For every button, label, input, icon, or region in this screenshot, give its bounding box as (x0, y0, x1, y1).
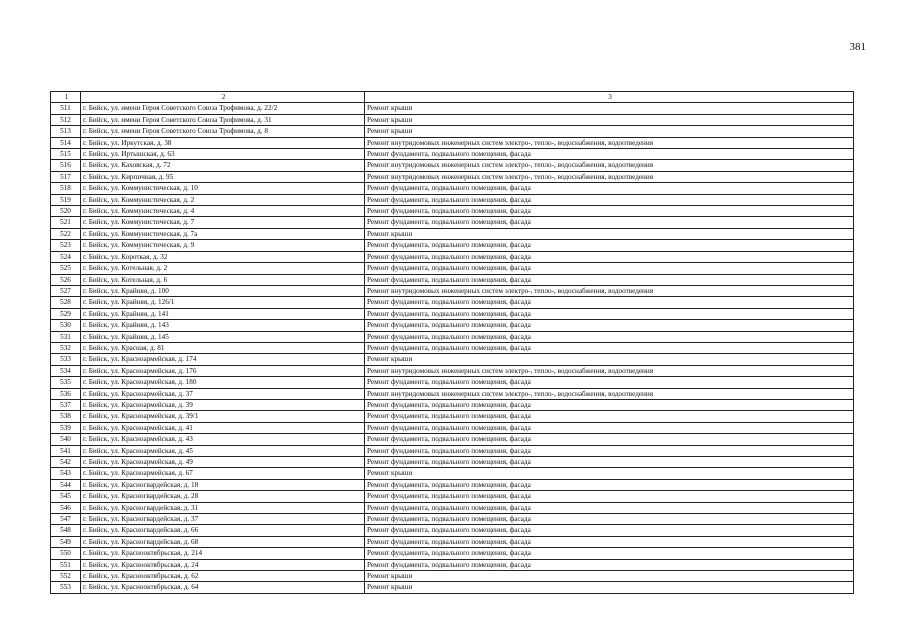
row-work-type: Ремонт крыши (365, 103, 854, 114)
row-address: г. Бийск, ул. Коммунистическая, д. 10 (81, 183, 365, 194)
row-number: 528 (51, 297, 81, 308)
row-work-type: Ремонт крыши (365, 126, 854, 137)
row-address: г. Бийск, ул. Красноармейская, д. 41 (81, 422, 365, 433)
row-number: 526 (51, 274, 81, 285)
row-work-type: Ремонт фундамента, подвального помещения, фасада (365, 240, 854, 251)
page-number: 381 (849, 41, 866, 53)
row-address: г. Бийск, ул. Краснооктябрьская, д. 214 (81, 548, 365, 559)
row-address: г. Бийск, ул. Коммунистическая, д. 2 (81, 194, 365, 205)
row-number: 521 (51, 217, 81, 228)
row-number: 551 (51, 559, 81, 570)
row-address: г. Бийск, ул. Котельная, д. 2 (81, 263, 365, 274)
row-work-type: Ремонт фундамента, подвального помещения, фасада (365, 194, 854, 205)
row-address: г. Бийск, ул. Коммунистическая, д. 9 (81, 240, 365, 251)
table-row (51, 206, 854, 217)
row-number: 531 (51, 331, 81, 342)
column-header-address: 2 (81, 92, 365, 103)
row-address: г. Бийск, ул. Красноармейская, д. 37 (81, 388, 365, 399)
table-row (51, 149, 854, 160)
row-number: 547 (51, 514, 81, 525)
table-body (51, 92, 854, 594)
table-row (51, 422, 854, 433)
table-row (51, 468, 854, 479)
table-row (51, 377, 854, 388)
row-work-type: Ремонт фундамента, подвального помещения, фасада (365, 399, 854, 410)
row-address: г. Бийск, ул. Короткая, д. 32 (81, 251, 365, 262)
table-row (51, 388, 854, 399)
row-address: г. Бийск, ул. Красногвардейская, д. 37 (81, 514, 365, 525)
row-work-type: Ремонт фундамента, подвального помещения, фасада (365, 297, 854, 308)
row-work-type: Ремонт фундамента, подвального помещения, фасада (365, 479, 854, 490)
table-row (51, 559, 854, 570)
row-number: 546 (51, 502, 81, 513)
table-row (51, 263, 854, 274)
row-address: г. Бийск, ул. имени Героя Советского Союза Трофимова, д. 22/2 (81, 103, 365, 114)
row-number: 552 (51, 571, 81, 582)
row-address: г. Бийск, ул. Краснооктябрьская, д. 64 (81, 582, 365, 593)
row-address: г. Бийск, ул. Красноармейская, д. 45 (81, 445, 365, 456)
row-work-type: Ремонт внутридомовых инженерных систем электро-, тепло-, водоснабжения, водоотведения (365, 171, 854, 182)
table-row (51, 251, 854, 262)
row-work-type: Ремонт фундамента, подвального помещения, фасада (365, 217, 854, 228)
row-address: г. Бийск, ул. имени Героя Советского Союза Трофимова, д. 8 (81, 126, 365, 137)
row-number: 535 (51, 377, 81, 388)
table-row (51, 548, 854, 559)
row-work-type: Ремонт фундамента, подвального помещения, фасада (365, 320, 854, 331)
row-address: г. Бийск, ул. Крайняя, д. 141 (81, 308, 365, 319)
row-address: г. Бийск, ул. Коммунистическая, д. 7а (81, 228, 365, 239)
row-address: г. Бийск, ул. Иркутская, д. 38 (81, 137, 365, 148)
row-address: г. Бийск, ул. Красногвардейская, д. 18 (81, 479, 365, 490)
row-work-type: Ремонт внутридомовых инженерных систем электро-, тепло-, водоснабжения, водоотведения (365, 137, 854, 148)
row-number: 537 (51, 399, 81, 410)
row-address: г. Бийск, ул. имени Героя Советского Союза Трофимова, д. 31 (81, 114, 365, 125)
table-row (51, 103, 854, 114)
table-row (51, 274, 854, 285)
row-work-type: Ремонт фундамента, подвального помещения, фасада (365, 274, 854, 285)
table-row (51, 434, 854, 445)
table-row (51, 308, 854, 319)
row-number: 513 (51, 126, 81, 137)
table-row (51, 183, 854, 194)
row-work-type: Ремонт фундамента, подвального помещения, фасада (365, 422, 854, 433)
row-work-type: Ремонт фундамента, подвального помещения, фасада (365, 149, 854, 160)
row-work-type: Ремонт фундамента, подвального помещения, фасада (365, 183, 854, 194)
row-number: 520 (51, 206, 81, 217)
table-row (51, 582, 854, 593)
table-row (51, 171, 854, 182)
row-number: 524 (51, 251, 81, 262)
row-address: г. Бийск, ул. Красноармейская, д. 67 (81, 468, 365, 479)
column-header-work-type: 3 (365, 92, 854, 103)
row-work-type: Ремонт фундамента, подвального помещения, фасада (365, 342, 854, 353)
repair-register-table (50, 91, 854, 594)
row-address: г. Бийск, ул. Краснооктябрьская, д. 62 (81, 571, 365, 582)
row-number: 530 (51, 320, 81, 331)
table-row (51, 114, 854, 125)
row-number: 541 (51, 445, 81, 456)
row-number: 540 (51, 434, 81, 445)
row-number: 514 (51, 137, 81, 148)
row-work-type: Ремонт фундамента, подвального помещения, фасада (365, 536, 854, 547)
table-row (51, 479, 854, 490)
row-work-type: Ремонт фундамента, подвального помещения, фасада (365, 331, 854, 342)
row-work-type: Ремонт фундамента, подвального помещения, фасада (365, 251, 854, 262)
row-number: 538 (51, 411, 81, 422)
row-address: г. Бийск, ул. Крайняя, д. 143 (81, 320, 365, 331)
table-row (51, 126, 854, 137)
row-work-type: Ремонт фундамента, подвального помещения, фасада (365, 502, 854, 513)
row-work-type: Ремонт фундамента, подвального помещения, фасада (365, 514, 854, 525)
table-row (51, 217, 854, 228)
table-row (51, 354, 854, 365)
row-number: 542 (51, 457, 81, 468)
column-header-number: 1 (51, 92, 81, 103)
row-work-type: Ремонт фундамента, подвального помещения, фасада (365, 525, 854, 536)
row-work-type: Ремонт фундамента, подвального помещения, фасада (365, 457, 854, 468)
row-work-type: Ремонт крыши (365, 354, 854, 365)
row-address: г. Бийск, ул. Красногвардейская, д. 31 (81, 502, 365, 513)
row-work-type: Ремонт фундамента, подвального помещения, фасада (365, 263, 854, 274)
row-address: г. Бийск, ул. Красноармейская, д. 39/1 (81, 411, 365, 422)
row-number: 536 (51, 388, 81, 399)
row-address: г. Бийск, ул. Кирпичная, д. 95 (81, 171, 365, 182)
row-work-type: Ремонт крыши (365, 571, 854, 582)
row-number: 519 (51, 194, 81, 205)
row-number: 511 (51, 103, 81, 114)
row-work-type: Ремонт фундамента, подвального помещения, фасада (365, 206, 854, 217)
table-row (51, 536, 854, 547)
table-row (51, 411, 854, 422)
row-address: г. Бийск, ул. Каховская, д. 72 (81, 160, 365, 171)
table-row (51, 525, 854, 536)
row-address: г. Бийск, ул. Красногвардейская, д. 68 (81, 536, 365, 547)
table-row (51, 194, 854, 205)
row-number: 517 (51, 171, 81, 182)
row-work-type: Ремонт крыши (365, 468, 854, 479)
row-address: г. Бийск, ул. Коммунистическая, д. 4 (81, 206, 365, 217)
table-row (51, 320, 854, 331)
table-row (51, 399, 854, 410)
row-work-type: Ремонт крыши (365, 114, 854, 125)
row-address: г. Бийск, ул. Иртышская, д. 63 (81, 149, 365, 160)
table-row (51, 228, 854, 239)
row-work-type: Ремонт фундамента, подвального помещения, фасада (365, 308, 854, 319)
row-number: 527 (51, 285, 81, 296)
row-work-type: Ремонт фундамента, подвального помещения, фасада (365, 491, 854, 502)
row-work-type: Ремонт фундамента, подвального помещения, фасада (365, 559, 854, 570)
row-address: г. Бийск, ул. Красногвардейская, д. 66 (81, 525, 365, 536)
table-row (51, 297, 854, 308)
row-work-type: Ремонт фундамента, подвального помещения, фасада (365, 445, 854, 456)
row-number: 545 (51, 491, 81, 502)
table-header-row (51, 92, 854, 103)
row-address: г. Бийск, ул. Крайняя, д. 126/1 (81, 297, 365, 308)
table-row (51, 137, 854, 148)
table-row (51, 285, 854, 296)
table-row (51, 491, 854, 502)
row-address: г. Бийск, ул. Крайняя, д. 145 (81, 331, 365, 342)
row-number: 543 (51, 468, 81, 479)
row-number: 522 (51, 228, 81, 239)
row-work-type: Ремонт фундамента, подвального помещения, фасада (365, 411, 854, 422)
table-row (51, 502, 854, 513)
row-number: 553 (51, 582, 81, 593)
table-row (51, 514, 854, 525)
row-address: г. Бийск, ул. Красноармейская, д. 174 (81, 354, 365, 365)
table-row (51, 457, 854, 468)
row-work-type: Ремонт фундамента, подвального помещения, фасада (365, 434, 854, 445)
row-address: г. Бийск, ул. Краснооктябрьская, д. 24 (81, 559, 365, 570)
table-row (51, 160, 854, 171)
table-row (51, 240, 854, 251)
row-number: 550 (51, 548, 81, 559)
row-work-type: Ремонт внутридомовых инженерных систем электро-, тепло-, водоснабжения, водоотведения (365, 285, 854, 296)
row-number: 532 (51, 342, 81, 353)
row-address: г. Бийск, ул. Красноармейская, д. 39 (81, 399, 365, 410)
row-number: 533 (51, 354, 81, 365)
row-number: 539 (51, 422, 81, 433)
table-row (51, 331, 854, 342)
table-row (51, 445, 854, 456)
row-address: г. Бийск, ул. Коммунистическая, д. 7 (81, 217, 365, 228)
row-work-type: Ремонт крыши (365, 582, 854, 593)
row-number: 512 (51, 114, 81, 125)
row-address: г. Бийск, ул. Красная, д. 81 (81, 342, 365, 353)
row-work-type: Ремонт крыши (365, 228, 854, 239)
row-address: г. Бийск, ул. Красноармейская, д. 176 (81, 365, 365, 376)
row-number: 518 (51, 183, 81, 194)
row-address: г. Бийск, ул. Красноармейская, д. 49 (81, 457, 365, 468)
row-work-type: Ремонт внутридомовых инженерных систем электро-, тепло-, водоснабжения, водоотведения (365, 160, 854, 171)
table-row (51, 365, 854, 376)
row-number: 529 (51, 308, 81, 319)
row-address: г. Бийск, ул. Котельная, д. 6 (81, 274, 365, 285)
row-work-type: Ремонт фундамента, подвального помещения, фасада (365, 377, 854, 388)
row-work-type: Ремонт внутридомовых инженерных систем электро-, тепло-, водоснабжения, водоотведения (365, 388, 854, 399)
row-number: 544 (51, 479, 81, 490)
table-row (51, 571, 854, 582)
row-work-type: Ремонт внутридомовых инженерных систем электро-, тепло-, водоснабжения, водоотведения (365, 365, 854, 376)
table-row (51, 342, 854, 353)
row-number: 548 (51, 525, 81, 536)
row-address: г. Бийск, ул. Красноармейская, д. 43 (81, 434, 365, 445)
row-number: 549 (51, 536, 81, 547)
row-address: г. Бийск, ул. Крайняя, д. 100 (81, 285, 365, 296)
row-work-type: Ремонт фундамента, подвального помещения, фасада (365, 548, 854, 559)
row-address: г. Бийск, ул. Красногвардейская, д. 28 (81, 491, 365, 502)
row-address: г. Бийск, ул. Красноармейская, д. 180 (81, 377, 365, 388)
row-number: 523 (51, 240, 81, 251)
row-number: 516 (51, 160, 81, 171)
row-number: 525 (51, 263, 81, 274)
row-number: 534 (51, 365, 81, 376)
row-number: 515 (51, 149, 81, 160)
